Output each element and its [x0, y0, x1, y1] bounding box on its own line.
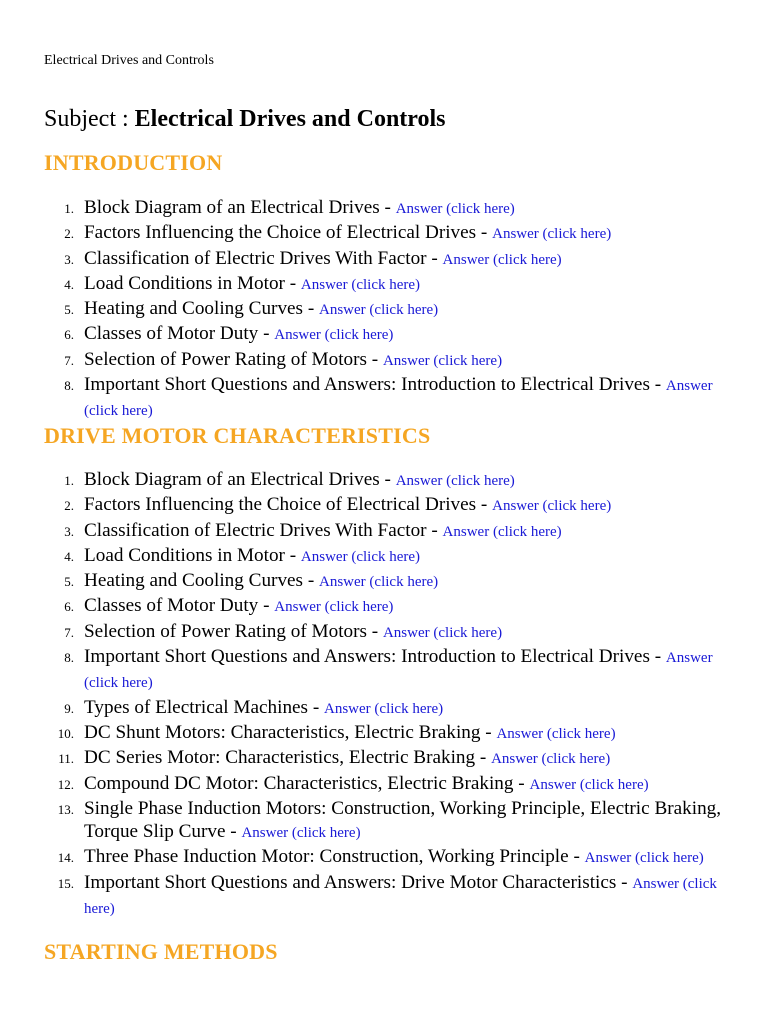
- topic-list-item: [44, 746, 724, 771]
- answer-link[interactable]: Answer (click here): [529, 776, 649, 793]
- topic-list-item: [44, 871, 724, 922]
- topic-list-item: [44, 272, 724, 297]
- topic-list-item: [44, 468, 724, 493]
- answer-link[interactable]: Answer (click here): [324, 700, 444, 717]
- answer-link[interactable]: Answer (click here): [84, 875, 717, 918]
- list-item-number: 1.: [64, 201, 74, 216]
- topic-title: Block Diagram of an Electrical Drives -: [84, 469, 396, 490]
- topic-title: Factors Influencing the Choice of Electrical Drives -: [84, 494, 493, 516]
- list-item-number: 15.: [57, 875, 74, 891]
- answer-link[interactable]: Answer (click here): [442, 523, 562, 540]
- topic-title: Classes of Motor Duty -: [84, 323, 275, 345]
- topic-list-item: [44, 544, 724, 569]
- answer-link[interactable]: Answer (click here): [274, 599, 394, 616]
- list-item-number: 7.: [64, 624, 74, 640]
- answer-link[interactable]: Answer (click here): [319, 574, 439, 591]
- answer-link[interactable]: Answer (click here): [382, 352, 503, 369]
- topic-title: Selection of Power Rating of Motors -: [84, 348, 383, 370]
- topic-list-item: [44, 247, 724, 272]
- topic-title: Heating and Cooling Curves -: [84, 298, 320, 320]
- topic-list-item: [44, 196, 724, 221]
- answer-link[interactable]: Answer (click here): [442, 251, 562, 268]
- list-item-number: 4.: [64, 548, 74, 564]
- answer-link[interactable]: Answer (click here): [84, 650, 713, 692]
- topic-title: Classes of Motor Duty -: [84, 595, 275, 617]
- answer-link[interactable]: Answer (click here): [496, 725, 616, 742]
- list-item-number: 1.: [64, 473, 74, 488]
- list-item-number: 6.: [64, 327, 74, 343]
- list-item-number: 3.: [64, 523, 74, 539]
- topic-list-item: [44, 373, 724, 424]
- list-item-number: 12.: [57, 776, 74, 792]
- topic-title: Classification of Electric Drives With Factor -: [84, 247, 443, 269]
- list-item-number: 4.: [64, 276, 74, 292]
- list-item-number: 2.: [64, 226, 74, 242]
- topic-list-item: [44, 493, 724, 518]
- list-item-number: 7.: [64, 352, 74, 368]
- topic-title: Load Conditions in Motor -: [84, 544, 301, 566]
- list-item-number: 3.: [64, 251, 74, 267]
- topic-title: Heating and Cooling Curves -: [84, 570, 320, 592]
- answer-link[interactable]: Answer (click here): [395, 201, 515, 217]
- answer-link[interactable]: Answer (click here): [584, 850, 704, 867]
- answer-link[interactable]: Answer (click here): [492, 498, 612, 515]
- answer-link[interactable]: Answer (click here): [319, 302, 439, 319]
- answer-link[interactable]: Answer (click here): [84, 378, 713, 420]
- list-item-number: 13.: [57, 801, 74, 817]
- list-item-number: 11.: [58, 751, 74, 767]
- list-item-number: 5.: [64, 302, 74, 318]
- answer-link[interactable]: Answer (click here): [491, 751, 611, 768]
- topic-title: Types of Electrical Machines -: [84, 696, 325, 718]
- topic-title: Factors Influencing the Choice of Electrical Drives -: [84, 222, 493, 244]
- topic-list-item: [44, 620, 724, 645]
- topic-list-item: [44, 772, 724, 797]
- topic-title: Three Phase Induction Motor: Construction, Working Principle -: [84, 846, 585, 868]
- topic-list-item: [44, 569, 724, 594]
- topic-list-item: [44, 594, 724, 619]
- topic-list-item: [44, 221, 724, 246]
- answer-link[interactable]: Answer (click here): [492, 226, 612, 243]
- topic-list-item: [44, 297, 724, 322]
- topic-list-item: [44, 721, 724, 746]
- page-title: [44, 106, 446, 133]
- topic-title: Selection of Power Rating of Motors -: [84, 620, 383, 642]
- topic-title: Compound DC Motor: Characteristics, Electric Braking -: [84, 772, 530, 794]
- topic-list-item: [44, 322, 724, 347]
- subject-label: Subject :: [44, 106, 135, 132]
- topic-title: Single Phase Induction Motors: Construction, Working Principle, Electric Braking, Torque Slip Curve -: [84, 797, 722, 843]
- topic-title: Block Diagram of an Electrical Drives -: [84, 197, 396, 218]
- list-item-number: 9.: [64, 700, 74, 716]
- topic-title: Important Short Questions and Answers: Introduction to Electrical Drives -: [84, 374, 666, 396]
- subject-name: Electrical Drives and Controls: [134, 106, 446, 132]
- topic-list-item: [44, 645, 724, 696]
- topic-list-item: [44, 348, 724, 373]
- topic-title: Important Short Questions and Answers: Introduction to Electrical Drives -: [84, 646, 666, 668]
- list-item-number: 8.: [64, 378, 74, 394]
- section-title-introduction: INTRODUCTION: [44, 150, 223, 175]
- answer-link[interactable]: Answer (click here): [300, 276, 421, 293]
- section-title-drive-motor-characteristics: DRIVE MOTOR CHARACTERISTICS: [44, 423, 431, 448]
- topic-title: Classification of Electric Drives With Factor -: [84, 519, 443, 541]
- list-item-number: 6.: [64, 599, 74, 615]
- list-item-number: 8.: [64, 650, 74, 666]
- answer-link[interactable]: Answer (click here): [300, 548, 421, 565]
- running-header: Electrical Drives and Controls: [44, 53, 214, 68]
- list-item-number: 2.: [64, 498, 74, 514]
- answer-link[interactable]: Answer (click here): [274, 327, 394, 344]
- drive-motor-topic-list: [44, 468, 724, 921]
- list-item-number: 5.: [64, 574, 74, 590]
- topic-title: Important Short Questions and Answers: Drive Motor Characteristics -: [84, 871, 633, 893]
- list-item-number: 10.: [57, 725, 74, 741]
- section-title-starting-methods: STARTING METHODS: [44, 939, 278, 964]
- list-item-number: 14.: [57, 850, 74, 866]
- answer-link[interactable]: Answer (click here): [241, 825, 361, 842]
- answer-link[interactable]: Answer (click here): [395, 473, 515, 489]
- topic-list-item: [44, 797, 724, 846]
- topic-list-item: [44, 696, 724, 721]
- topic-title: Load Conditions in Motor -: [84, 272, 301, 294]
- introduction-topic-list: [44, 196, 724, 424]
- topic-list-item: [44, 845, 724, 870]
- topic-title: DC Series Motor: Characteristics, Electric Braking -: [84, 747, 492, 769]
- topic-list-item: [44, 519, 724, 544]
- topic-title: DC Shunt Motors: Characteristics, Electric Braking -: [84, 721, 497, 743]
- answer-link[interactable]: Answer (click here): [382, 624, 503, 641]
